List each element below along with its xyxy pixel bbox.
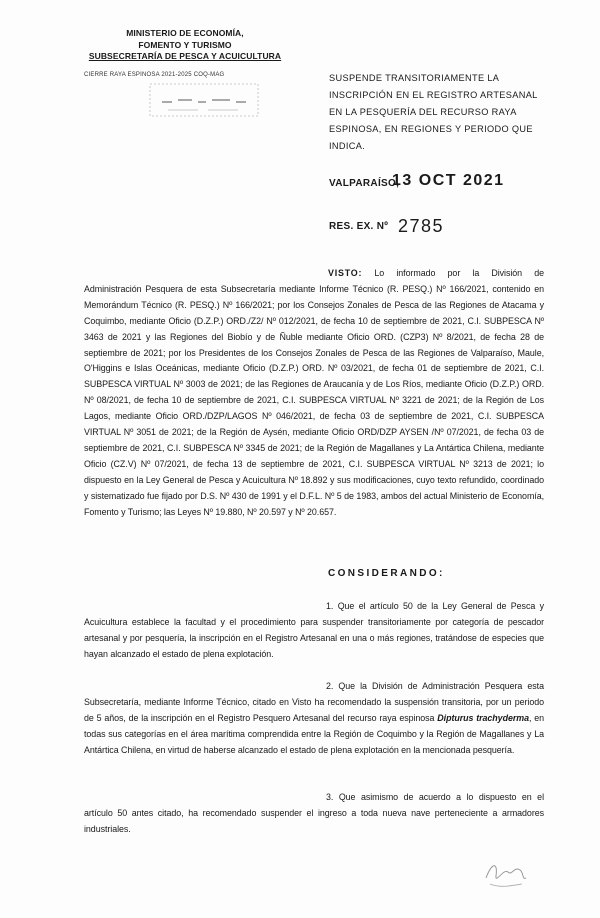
resolution-number-label: RES. EX. Nº bbox=[329, 221, 389, 232]
considerando-item-1: 1. Que el artículo 50 de la Ley General de Pesca y Acuicultura establece la facultad y el procedimiento para suspender transitoriamente por categoría de pescador artesanal y por pesquería, la inscripción en el Registro Artesanal en una o más regiones, tratándose de especies que hayan alcanzado el estado de plena explotación. bbox=[84, 601, 544, 659]
resolution-date: 13 OCT 2021 bbox=[392, 172, 505, 189]
ministry-line-2: FOMENTO Y TURISMO bbox=[138, 39, 232, 50]
ministry-line-3: SUBSECRETARÍA DE PESCA Y ACUICULTURA bbox=[88, 51, 282, 61]
visto-paragraph bbox=[84, 266, 544, 521]
item-2-text-a: 2. Que la División de Administración Pesquera esta Subsecretaría, mediante Informe Técnico, citado en Visto ha recomendado la suspensión transitoria, por un periodo de 5 años, de la inscripción en el Registro Pesquero Artesanal del recurso raya espinosa bbox=[84, 681, 544, 723]
resolution-number: 2785 bbox=[398, 216, 445, 236]
signature-initials-icon bbox=[480, 854, 530, 892]
ministry-line-1: MINISTERIO DE ECONOMÍA, bbox=[126, 28, 244, 38]
file-reference: CIERRE RAYA ESPINOSA 2021-2025 COQ-MAG bbox=[84, 72, 225, 78]
resolution-title: SUSPENDE TRANSITORIAMENTE LA INSCRIPCIÓN EN EL REGISTRO ARTESANAL EN LA PESQUERÍA DEL RECURSO RAYA ESPINOSA, EN REGIONES Y PERIODO QUE INDICA. bbox=[329, 73, 538, 151]
received-stamp-icon bbox=[148, 80, 260, 120]
considerando-item-2 bbox=[84, 679, 544, 759]
considerando-item-3: 3. Que asimismo de acuerdo a lo dispuesto en el artículo 50 antes citado, ha recomendado suspender el ingreso a toda nueva nave perteneciente a armadores industriales. bbox=[84, 792, 544, 834]
considerando-heading: CONSIDERANDO: bbox=[328, 568, 445, 579]
visto-label: VISTO: bbox=[328, 268, 363, 278]
visto-text: Lo informado por la División de Administración Pesquera de esta Subsecretaría mediante Informe Técnico (R. PESQ.) Nº 166/2021, contenido en Memorándum Técnico (R. PESQ.) Nº 166/2021; por los Consejos Zonales de Pesca de las Regiones de Atacama y Coquimbo, mediante Oficio (D.Z.P.) ORD./Z2/ Nº 012/2021, de fecha 10 de septiembre de 2021, C.I. SUBPESCA Nº 3463 de 2021 y las Regiones del Biobío y de Ñuble mediante Oficio ORD. (CZP3) Nº 8/2021, de fecha 28 de septiembre de 2021; por los Presidentes de los Consejos Zonales de Pesca de las Regiones de Valparaíso, Maule, O'Higgins e Islas Oceánicas, mediante Oficio (D.Z.P.) ORD. Nº 03/2021, de fecha 01 de septiembre de 2021, C.I. SUBPESCA VIRTUAL Nº 3003 de 2021; de las Regiones de Araucanía y de Los Ríos, mediante Oficio (D.Z.P.) ORD. Nº 08/2021, de fecha 10 de septiembre de 2021, C.I. SUBPESCA VIRTUAL Nº 3221 de 2021; de la Región de Los Lagos, mediante Oficio ORD./DZP/LAGOS Nº 046/2021, de fecha 03 de septiembre de 2021, C.I. SUBPESCA VIRTUAL Nº 3051 de 2021; de la Región de Aysén, mediante Oficio ORD/DZP AYSEN /Nº 07/2021, de fecha 03 de septiembre de 2021, C.I. SUBPESCA Nº 3345 de 2021; de la Región de Magallanes y La Antártica Chilena, mediante Oficio (CZ.V) Nº 07/2021, de fecha 13 de septiembre de 2021, C.I. SUBPESCA VIRTUAL Nº 3213 de 2021; lo dispuesto en la Ley General de Pesca y Acuicultura Nº 18.892 y sus modificaciones, cuyo texto refundido, coordinado y sistematizado fue fijado por D.S. Nº 430 de 1991 y el D.F.L. Nº 5 de 1983, ambos del actual Ministerio de Economía, Fomento y Turismo; las Leyes Nº 19.880, Nº 20.597 y Nº 20.657. bbox=[84, 268, 544, 517]
ministry-header bbox=[85, 28, 285, 63]
item-2-text-b: , en todas sus categorías en el área marítima comprendida entre la Región de Coquimbo y la Región de Magallanes y La Antártica Chilena, en virtud de haberse alcanzado el estado de plena explotación en la mencionada pesquería. bbox=[84, 712, 545, 755]
species-name: Dipturus trachyderma bbox=[437, 712, 529, 723]
place-label: VALPARAÍSO, bbox=[329, 178, 400, 189]
